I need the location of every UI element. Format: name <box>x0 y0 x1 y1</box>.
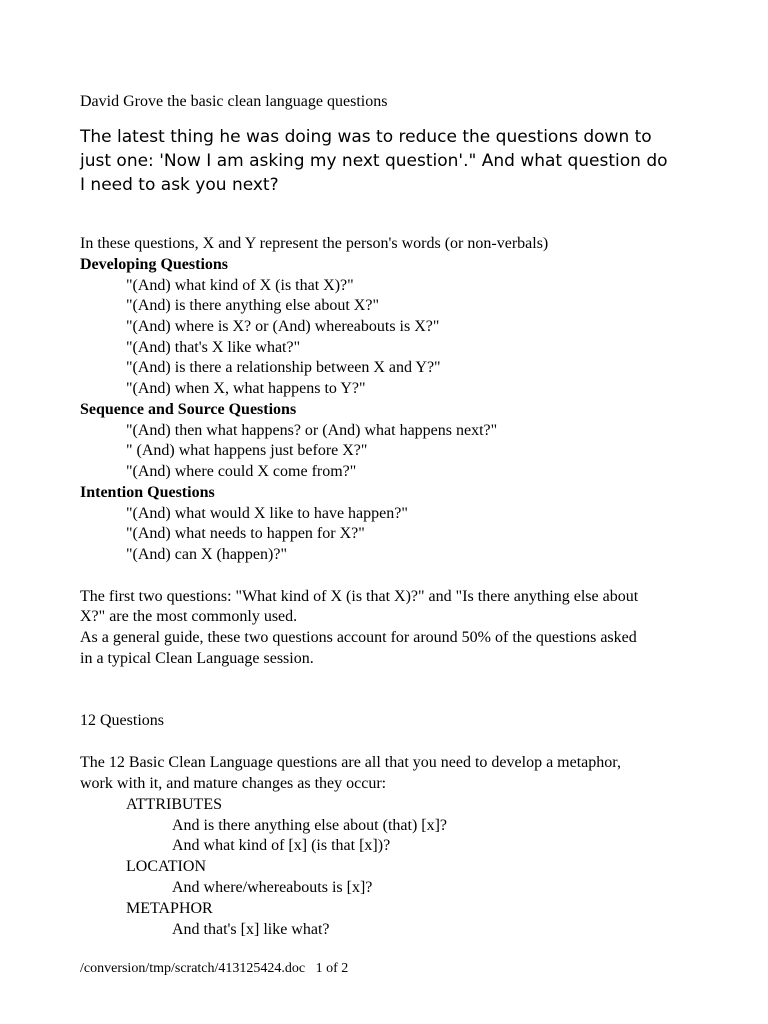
intro-line-3: I need to ask you next? <box>80 175 279 195</box>
question-item: "(And) is there anything else about X?" <box>126 297 379 314</box>
doc-title: David Grove the basic clean language questions <box>80 93 388 110</box>
category-metaphor: METAPHOR <box>126 900 213 917</box>
question-item: "(And) is there a relationship between X and Y?" <box>126 359 441 376</box>
question-item: "(And) what needs to happen for X?" <box>126 525 365 542</box>
question-item: "(And) what kind of X (is that X)?" <box>126 277 354 294</box>
summary-line-4: in a typical Clean Language session. <box>80 650 314 667</box>
summary-line-3: As a general guide, these two questions account for around 50% of the questions asked <box>80 629 637 646</box>
footer-page-number: 1 of 2 <box>315 961 349 976</box>
question-item: "(And) where could X come from?" <box>126 463 357 480</box>
intro-line-1: The latest thing he was doing was to reduce the questions down to <box>80 127 652 147</box>
question-item: "(And) what would X like to have happen?" <box>126 505 408 522</box>
category-attributes: ATTRIBUTES <box>126 796 222 813</box>
question-item: "(And) can X (happen)?" <box>126 546 287 563</box>
category-item: And what kind of [x] (is that [x])? <box>172 837 391 854</box>
question-item: "(And) when X, what happens to Y?" <box>126 380 366 397</box>
section-heading-developing: Developing Questions <box>80 256 229 273</box>
question-item: "(And) where is X? or (And) whereabouts is X?" <box>126 318 440 335</box>
category-item: And that's [x] like what? <box>172 921 330 938</box>
section-heading-intention: Intention Questions <box>80 484 215 501</box>
summary-line-2: X?" are the most commonly used. <box>80 608 298 625</box>
represent-note: In these questions, X and Y represent the person's words (or non-verbals) <box>80 235 549 252</box>
twelve-intro-line-1: The 12 Basic Clean Language questions are all that you need to develop a metaphor, <box>80 754 621 771</box>
category-location: LOCATION <box>126 858 206 875</box>
page-footer <box>80 960 348 978</box>
section-heading-sequence: Sequence and Source Questions <box>80 401 297 418</box>
intro-line-2: just one: 'Now I am asking my next question'." And what question do <box>80 151 668 171</box>
question-item: "(And) then what happens? or (And) what happens next?" <box>126 422 498 439</box>
footer-path: /conversion/tmp/scratch/413125424.doc <box>80 961 306 976</box>
question-item: " (And) what happens just before X?" <box>126 442 368 459</box>
summary-line-1: The first two questions: "What kind of X (is that X)?" and "Is there anything else about <box>80 588 639 605</box>
category-item: And is there anything else about (that) [x]? <box>172 817 448 834</box>
category-item: And where/whereabouts is [x]? <box>172 879 373 896</box>
twelve-heading: 12 Questions <box>80 712 164 729</box>
twelve-intro-line-2: work with it, and mature changes as they occur: <box>80 775 387 792</box>
question-item: "(And) that's X like what?" <box>126 339 301 356</box>
